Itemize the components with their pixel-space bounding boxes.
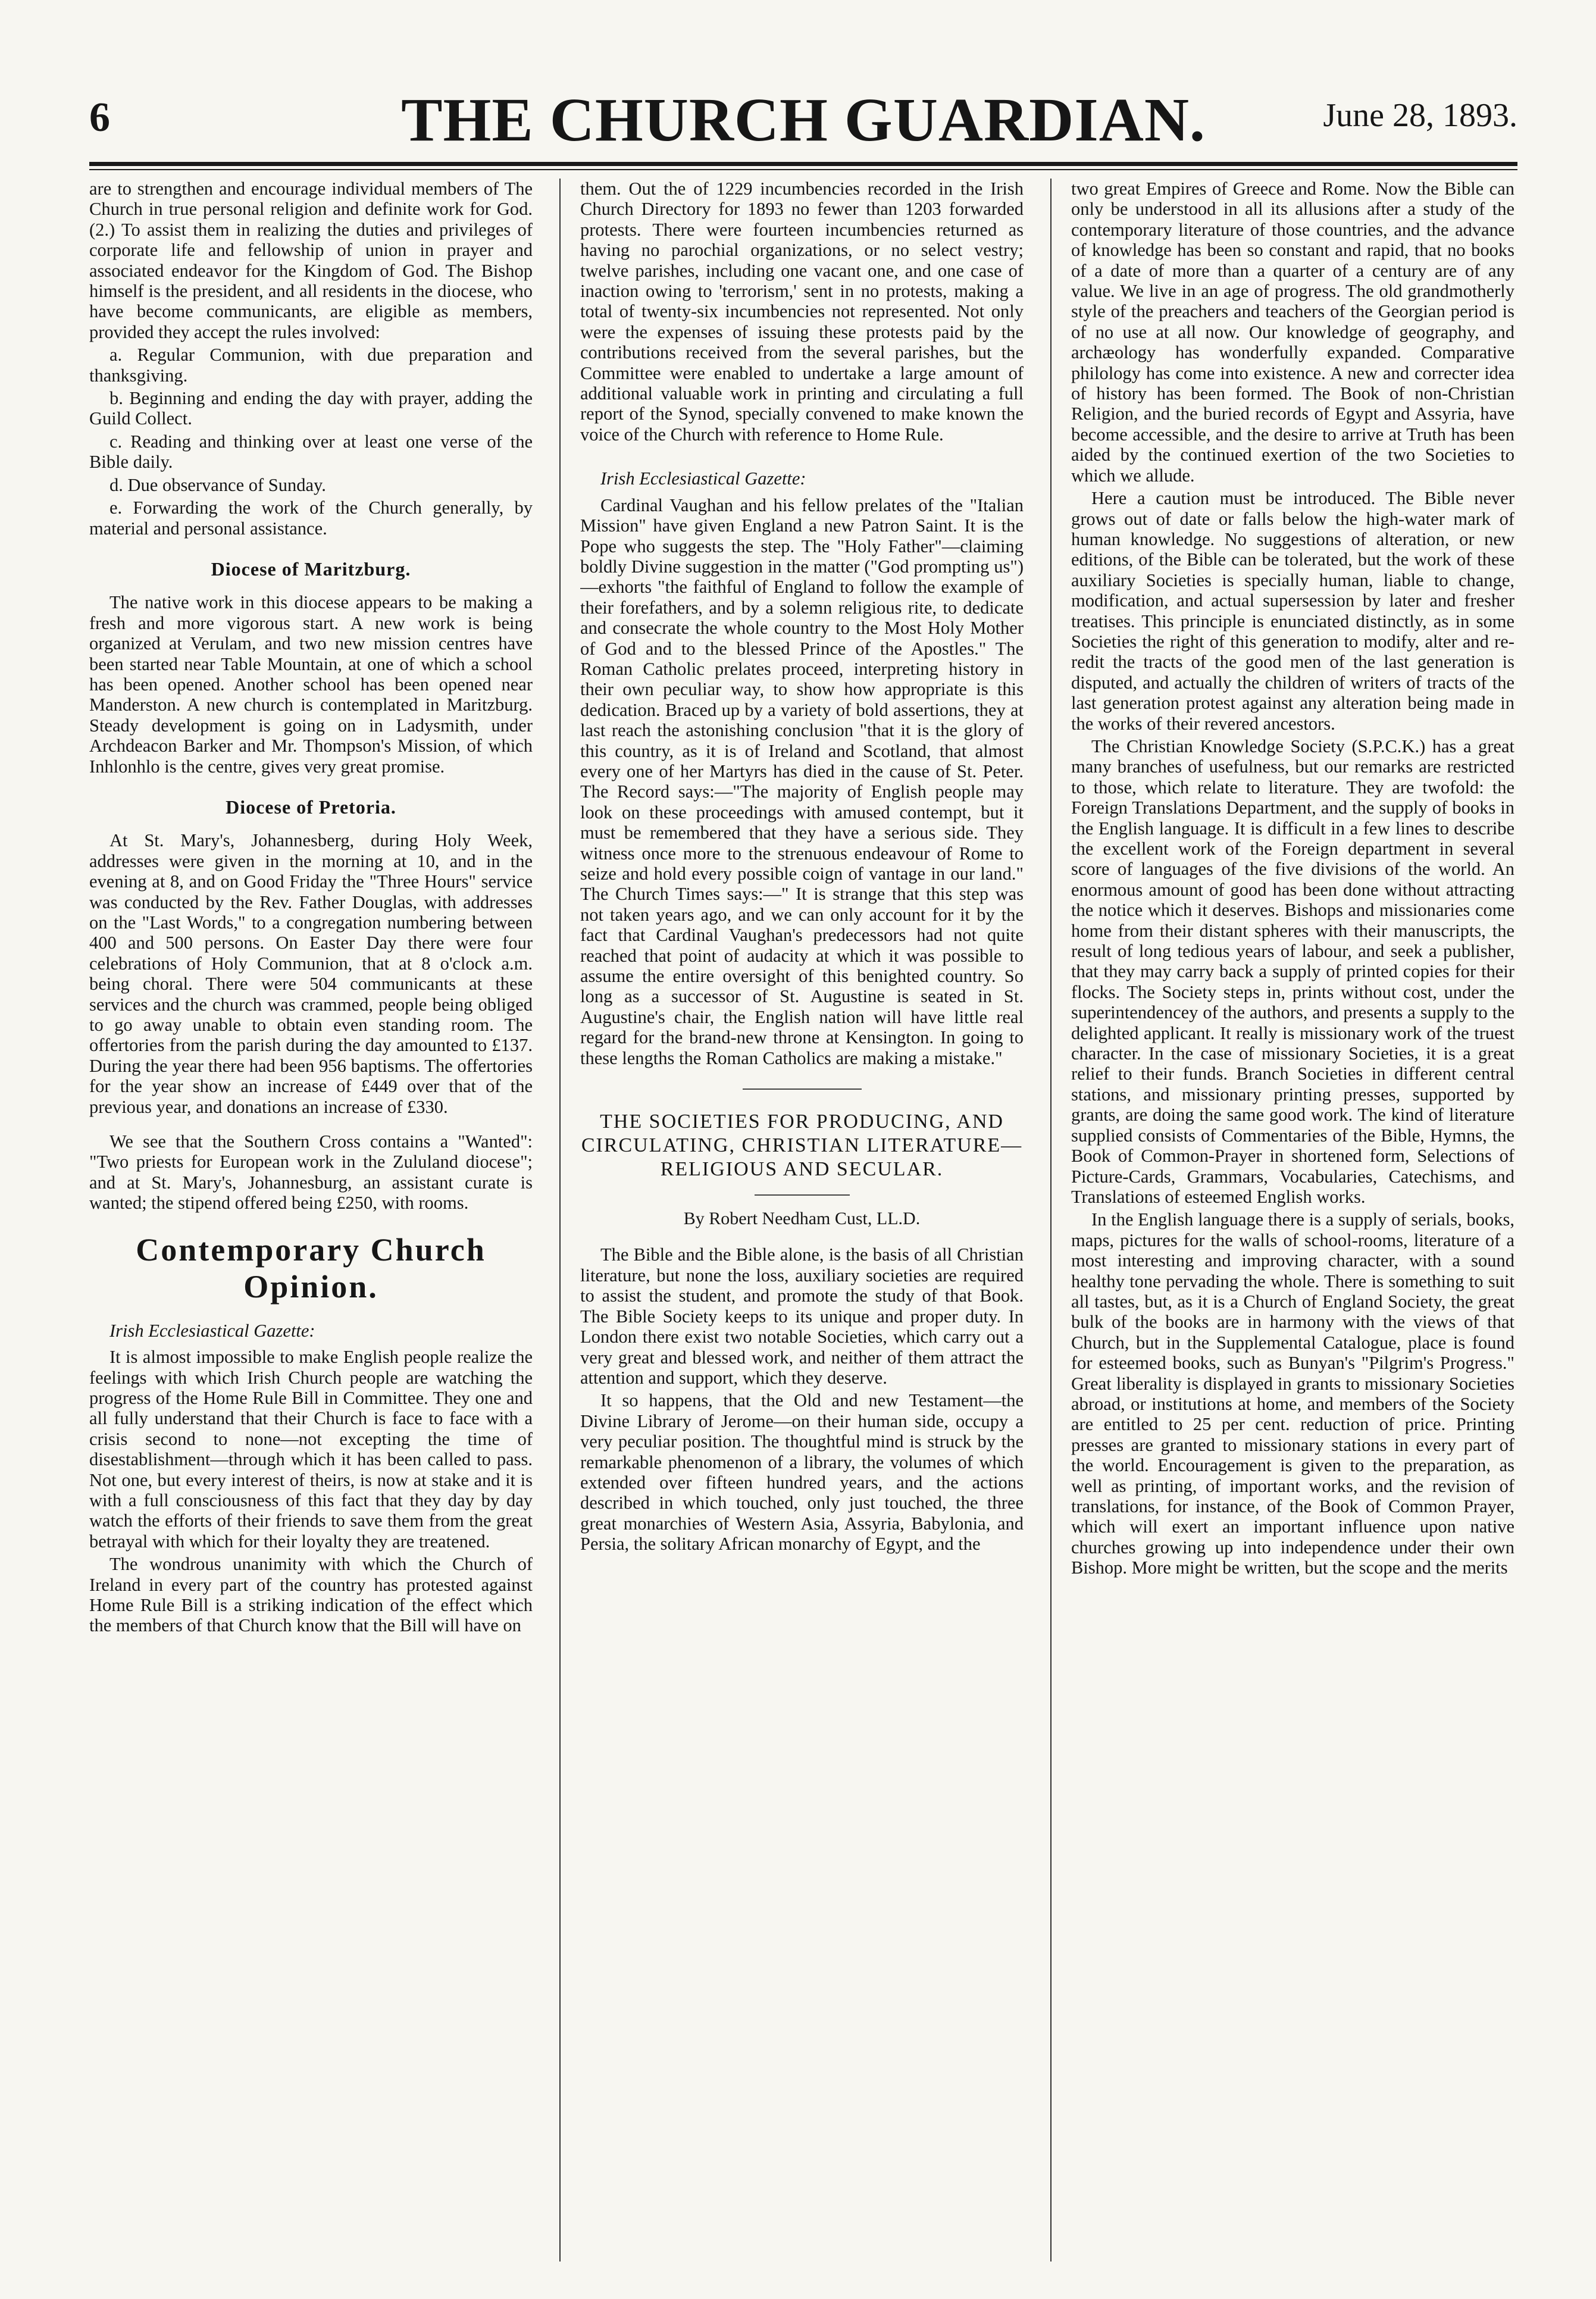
masthead — [89, 71, 1517, 161]
paragraph: The native work in this diocese appears to be making a fresh and more vigorous start. A new work is being organized at Verulam, and two new mission centres have been started near Table Mountain, at one of which a school has been opened. Another school has been opened near Manderston. A new church is contemplated in Maritzburg. Steady development is going on in Ladysmith, under Archdeacon Barker and Mr. Thompson's Mission, of which Inhlonhlo is the centre, gives very great promise. — [89, 592, 533, 777]
paragraph: The wondrous unanimity with which the Church of Ireland in every part of the country has protested against Home Rule Bill is a striking indication of the effect which the members of that Church know that the Bill will have on — [89, 1554, 533, 1636]
source-label: Irish Ecclesiastical Gazette: — [109, 1320, 315, 1341]
section-heading-large: Contemporary Church Opinion. — [136, 1231, 486, 1305]
paragraph: Here a caution must be introduced. The Bible never grows out of date or falls below the high-water mark of human knowledge. No suggestions of alteration, or new editions, of the Bible can be tolerated, but the work of these auxiliary Societies is specially human, liable to change, modification, and actual supersession by later and fresher treatises. This principle is enunciated distinctly, as in some Societies the right of this generation to modify, alter and re-redit the tracts of the good men of the last generation is disputed, and actually the children of writers of tracts of the last generation protest against any alteration being made in the works of their revered ancestors. — [1071, 488, 1514, 734]
column-1 — [89, 179, 533, 2273]
column-divider — [559, 179, 561, 2262]
section-heading: Diocese of Maritzburg. — [211, 558, 411, 580]
paragraph: are to strengthen and encourage individual members of The Church in true personal religion and definite work for God. (2.) To assist them in realizing the duties and privileges of corporate life and fellowship of union in prayer and associated endeavor for the Kingdom of God. The Bishop himself is the president, and all residents in the diocese, who have become communicants, are eligible as members, provided they accept the rules involved: — [89, 179, 533, 342]
source-label: Irish Ecclesiastical Gazette: — [600, 468, 806, 489]
separator-rule — [743, 1088, 862, 1090]
paragraph: It is almost impossible to make English people realize the feelings with which Irish Church people are watching the progress of the Home Rule Bill in Committee. They one and all fully understand that their Church is face to face with a crisis second to none—not excepting the time of disestablishment—through which it has been called to pass. Not one, but every interest of theirs, is now at stake and it is with a full consciousness of this fact that they day by day watch the efforts of their friends to save them from the great betrayal with which for their loyalty they are treatened. — [89, 1347, 533, 1552]
paragraph: It so happens, that the Old and new Testament—the Divine Library of Jerome—on their human side, occupy a very peculiar position. The thoughtful mind is struck by the remarkable phenomenon of a library, the volumes of which extended over fifteen hundred years, and the actions described in which touched, only just touched, the three great monarchies of Western Asia, Assyria, Babylonia, and Persia, the solitary African monarchy of Egypt, and the — [580, 1390, 1024, 1554]
byline: By Robert Needham Cust, LL.D. — [683, 1209, 921, 1229]
section-heading: Diocese of Pretoria. — [226, 796, 396, 818]
column-3 — [1071, 179, 1514, 2273]
paragraph: The Christian Knowledge Society (S.P.C.K.) has a great many branches of usefulness, but our remarks are restricted to those, which relate to literature. They are twofold: the Foreign Translations Department, and the supply of books in the English language. It is difficult in a few lines to describe the excellent work of the Foreign department in several score of languages of the five divisions of the world. An enormous amount of good has been done without attracting the notice which it deserves. Bishops and missionaries come home from their distant spheres with their manuscripts, the result of long tedious years of labour, and seek a publisher, that they may carry back a supply of printed copies for their flocks. The Society steps in, prints without cost, under the superintendencey of the authors, and presents a supply to the delighted applicant. It really is missionary work of the truest character. In the case of missionary Societies, it is a great relief to their funds. Branch Societies in different central stations, and missionary printing presses, supported by grants, are doing the same good work. The kind of literature supplied consists of Commentaries of the Bible, Hymns, the Book of Common-Prayer in shortened form, Selections of Picture-Cards, Grammars, Vocabularies, Catechisms, and Translations of esteemed English works. — [1071, 736, 1514, 1207]
masthead-rule-thick — [89, 162, 1517, 166]
paragraph: them. Out the of 1229 incumbencies recorded in the Irish Church Directory for 1893 no fewer than 1203 forwarded protests. There were fourteen incumbencies returned as having no parochial organizations, or no select vestry; twelve parishes, including one vacant one, and one case of inaction owing to 'terrorism,' sent in no protests, making a total of twenty-six incumbencies not represented. Not only were the expenses of issuing these protests paid by the contributions received from the several parishes, but the Committee were enabled to undertake a large amount of additional valuable work in printing and circulating a full report of the Synod, specially convened to make known the voice of the Church with reference to Home Rule. — [580, 179, 1024, 445]
rule-item: e. Forwarding the work of the Church generally, by material and personal assistance. — [89, 498, 533, 539]
paragraph: In the English language there is a supply of serials, books, maps, pictures for the walls of school-rooms, literature of a most interesting and improving character, with a sound healthy tone pervading the whole. There is something to suit all tastes, but, as it is a Church of England Society, the great bulk of the books are in harmony with the views of that Church, but in the Supplemental Catalogue, place is found for esteemed books, such as Bunyan's "Pilgrim's Progress." Great liberality is displayed in grants to missionary Societies abroad, or institutions at home, and members of the Society are entitled to 25 per cent. reduction of price. Printing presses are granted to missionary stations in every part of the world. Encouragement is given to the preparation, as well as printing, of important works, and the revision of translations, for instance, of the Book of Common Prayer, which will exert an important influence upon native churches growing up into independence under their own Bishop. More might be written, but the scope and the merits — [1071, 1209, 1514, 1578]
rule-item: c. Reading and thinking over at least one verse of the Bible daily. — [89, 431, 533, 473]
article-title: THE SOCIETIES FOR PRODUCING, AND CIRCULATING, CHRISTIAN LITERATURE—RELIGIOUS AND SECULAR. — [581, 1111, 1023, 1181]
issue-date: June 28, 1893. — [1323, 97, 1517, 134]
paragraph: Cardinal Vaughan and his fellow prelates of the "Italian Mission" have given England a new Patron Saint. It is the Pope who suggests the step. The "Holy Father"—claiming boldly Divine suggestion in the matter ("God prompting us")—exhorts "the faithful of England to follow the example of their forefathers, and by a solemn religious rite, to dedicate and consecrate the whole country to the Most Holy Mother of God and to the blessed Prince of the Apostles." The Roman Catholic prelates proceed, interpreting history in their own peculiar way, to show how appropriate is this dedication. Braced up by a variety of bold assertions, they at last reach the astonishing conclusion "that it is the glory of this country, as it is of Ireland and Scotland, that almost every one of her Martyrs has died in the cause of St. Peter. The Record says:—"The majority of English people may look on these proceedings with amused contempt, but it must be remembered that they have a serious side. They witness once more to the strenuous endeavour of Rome to seize and hold every possible coign of vantage in our land." The Church Times says:—" It is strange that this step was not taken years ago, and we can only account for it by the fact that Cardinal Vaughan's predecessors had not quite reached that point of audacity at which it was possible to assume the entire oversight of this benighted country. So long as a successor of St. Augustine is seated in St. Augustine's chair, the English nation will have little real regard for the brand-new throne at Kensington. In going to these lengths the Roman Catholics are making a mistake." — [580, 495, 1024, 1068]
paragraph: At St. Mary's, Johannesberg, during Holy Week, addresses were given in the morning at 10, and in the evening at 8, and on Good Friday the "Three Hours" service was conducted by the Rev. Father Douglas, with addresses on the "Last Words," to a congregation numbering between 400 and 500 persons. On Easter Day there were four celebrations of Holy Communion, that at 8 o'clock a.m. being choral. There were 504 communicants at these services and the church was crammed, people being obliged to go away unable to obtain even standing room. The offertories from the parish during the day amounted to £137. During the year there had been 956 baptisms. The offertories for the year show an increase of £449 over that of the previous year, and donations an increase of £330. — [89, 830, 533, 1117]
column-divider — [1050, 179, 1052, 2262]
paragraph: two great Empires of Greece and Rome. Now the Bible can only be understood in all its allusions after a study of the contemporary literature of those countries, and the advance of knowledge has been so constant and rapid, that no books of a date of more than a quarter of a century are of any value. We live in an age of progress. The old grandmotherly style of the preachers and teachers of the Georgian period is of no use at all now. Our knowledge of geography, and archæology has wonderfully expanded. Comparative philology has come into existence. A new and correcter idea of history has been formed. The Book of non-Christian Religion, and the buried records of Egypt and Assyria, have become accessible, and the desire to arrive at Truth has been aided by the continued exertion of the two Societies to which we allude. — [1071, 179, 1514, 486]
paragraph: The Bible and the Bible alone, is the basis of all Christian literature, but none the loss, auxiliary societies are required to assist the student, and promote the study of that Book. The Bible Society keeps to its unique and proper duty. In London there exist two notable Societies, which carry out a very great and blessed work, and neither of them attract the attention and support, which they deserve. — [580, 1244, 1024, 1388]
paragraph: We see that the Southern Cross contains a "Wanted": "Two priests for European work in the Zululand diocese"; and at St. Mary's, Johannesburg, an assistant curate is wanted; the stipend offered being £250, with rooms. — [89, 1131, 533, 1213]
rule-item: a. Regular Communion, with due preparation and thanksgiving. — [89, 345, 533, 386]
rule-item: b. Beginning and ending the day with prayer, adding the Guild Collect. — [89, 388, 533, 429]
newspaper-title: THE CHURCH GUARDIAN. — [401, 86, 1206, 154]
column-2 — [580, 179, 1024, 2273]
rule-item: d. Due observance of Sunday. — [109, 474, 326, 495]
masthead-rule-thin — [89, 169, 1517, 170]
separator-rule — [755, 1194, 850, 1196]
page-number: 6 — [89, 95, 110, 140]
